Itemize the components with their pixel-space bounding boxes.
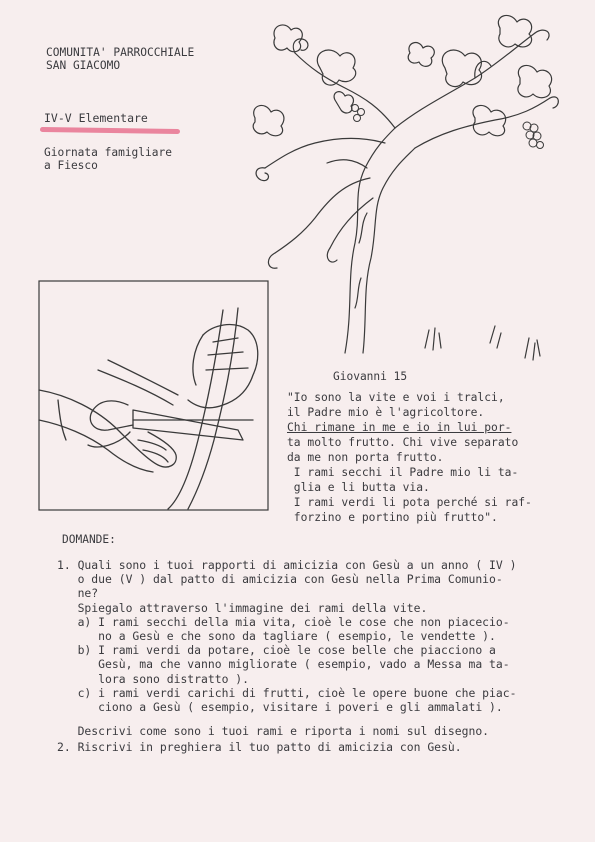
question-1-line: c) i rami verdi carichi di frutti, cioè le opere buone che piac- [57, 685, 517, 700]
question-1-line: b) I rami verdi da potare, cioè le cose belle che piacciono a [57, 643, 496, 658]
event-line1: Giornata famigliare [44, 146, 172, 159]
question-1-line: Gesù, ma che vanno migliorate ( esempio, vado a Messa ma ta- [57, 657, 510, 672]
quote-block [287, 390, 532, 525]
question-1 [57, 558, 516, 738]
red-highlight-underline [40, 127, 180, 134]
quote-line: da me non porta frutto. [287, 451, 444, 464]
quote-line: forzino e portino più frutto". [287, 511, 498, 524]
pruning-shears-illustration [38, 280, 270, 512]
question-1-line: ne? [57, 586, 99, 601]
question-1-line: lora sono distratto ). [57, 671, 250, 686]
quote-line: I rami verdi li pota perché si raf- [287, 496, 532, 509]
quote-line: I rami secchi il Padre mio li ta- [287, 466, 519, 479]
question-1-line: 1. Quali sono i tuoi rapporti di amicizia con Gesù a un anno ( IV ) [57, 558, 517, 572]
quote-line: "Io sono la vite e voi i tralci, [287, 391, 505, 404]
question-1-line: o due (V ) dal patto di amicizia con Gesù nella Prima Comunio- [57, 572, 503, 587]
quote-line: il Padre mio è l'agricoltore. [287, 406, 485, 419]
question-1-line: no a Gesù e che sono da tagliare ( esempio, le vendette ). [57, 629, 496, 644]
questions-heading: DOMANDE: [62, 533, 116, 546]
question-1-line: Descrivi come sono i tuoi rami e riporta i nomi sul disegno. [57, 724, 490, 739]
quote-line: glia e li butta via. [287, 481, 430, 494]
question-1-line: a) I rami secchi della mia vita, cioè le cose che non piacecio- [57, 614, 510, 629]
event-line2: a Fiesco [44, 159, 98, 172]
quote-line-underlined: Chi rimane in me e io in lui por- [287, 421, 512, 434]
question-2: 2. Riscrivi in preghiera il tuo patto di amicizia con Gesù. [57, 740, 462, 754]
org-name-line1: COMUNITA' PARROCCHIALE [46, 46, 195, 59]
vine-tree-illustration [235, 8, 565, 388]
question-1-line: Spiegalo attraverso l'immagine dei rami della vite. [57, 600, 428, 615]
org-name-line2: SAN GIACOMO [46, 59, 121, 72]
class-label: IV-V Elementare [44, 111, 148, 125]
quote-reference: Giovanni 15 [333, 370, 408, 383]
question-1-line: ciono a Gesù ( esempio, visitare i poveri e gli ammalati ). [57, 700, 503, 715]
quote-line: ta molto frutto. Chi vive separato [287, 436, 519, 449]
